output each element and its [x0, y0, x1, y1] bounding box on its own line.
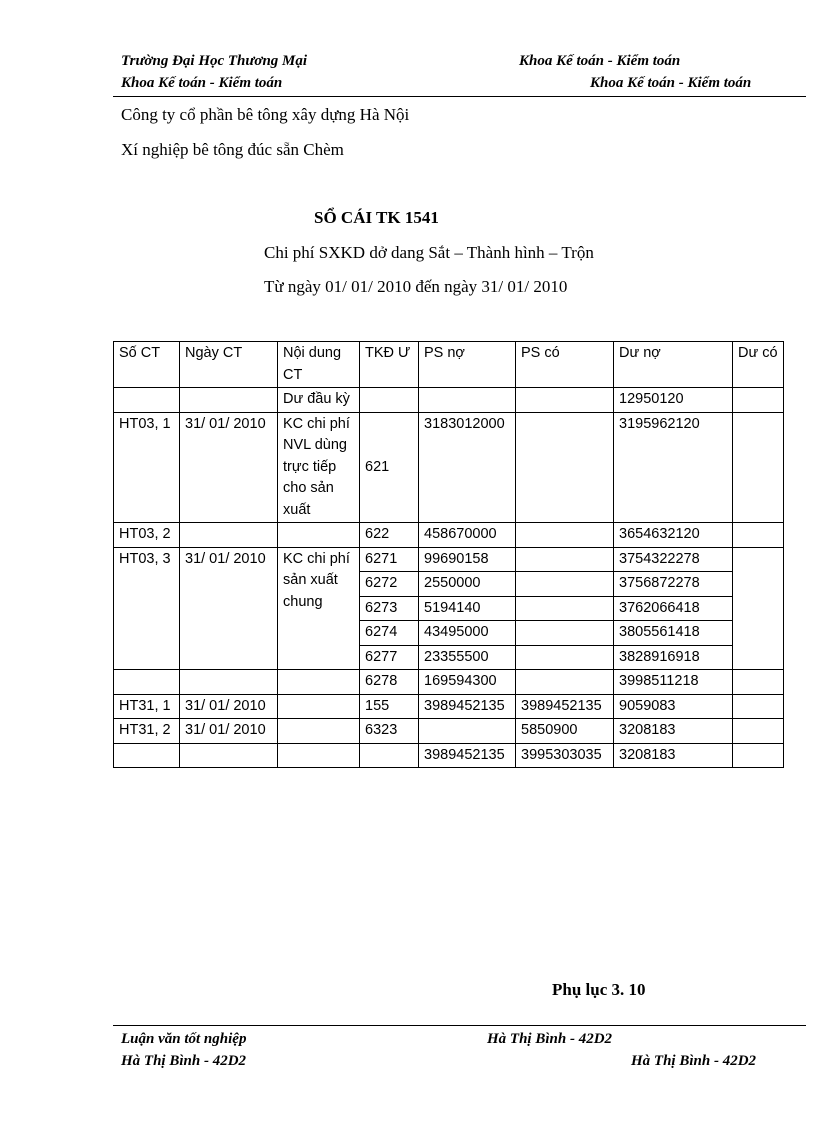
footer-author-left: Hà Thị Bình - 42D2 [121, 1053, 247, 1069]
col-header-noi-dung: Nội dung CT [278, 342, 360, 388]
col-header-tkdu: TKĐ Ư [360, 342, 419, 388]
header-rule [113, 96, 806, 97]
ledger-period: Từ ngày 01/ 01/ 2010 đến ngày 31/ 01/ 2010 [264, 277, 568, 296]
table-row-total [114, 743, 784, 768]
cell-tkdu: 6277 [360, 645, 419, 670]
cell-total-du-no: 3208183 [614, 743, 733, 768]
cell-du-no: 9059083 [614, 694, 733, 719]
header-faculty-right: Khoa Kế toán - Kiểm toán [519, 53, 681, 69]
header-faculty-right-2: Khoa Kế toán - Kiểm toán [590, 75, 752, 91]
cell-so-ct: HT31, 2 [114, 719, 180, 744]
cell-ps-co: 5850900 [516, 719, 614, 744]
table-header-row [114, 342, 784, 388]
cell-du-no: 3828916918 [614, 645, 733, 670]
cell-ps-no: 2550000 [419, 572, 516, 597]
col-header-so-ct: Số CT [114, 342, 180, 388]
ledger-title: SỔ CÁI TK 1541 [314, 208, 439, 227]
col-header-du-no: Dư nợ [614, 342, 733, 388]
cell-noi-dung: KC chi phí NVL dùng trực tiếp cho sản xuất [278, 412, 360, 523]
cell-ps-no: 3989452135 [419, 694, 516, 719]
cell-ngay-ct: 31/ 01/ 2010 [180, 547, 278, 670]
company-unit: Xí nghiệp bê tông đúc sẵn Chèm [121, 140, 344, 159]
table-row-6278 [114, 670, 784, 695]
cell-ps-co: 3989452135 [516, 694, 614, 719]
cell-ngay-ct: 31/ 01/ 2010 [180, 719, 278, 744]
table-row-ht03-1 [114, 412, 784, 523]
cell-du-no: 12950120 [614, 388, 733, 413]
cell-noi-dung: KC chi phí sản xuất chung [278, 547, 360, 670]
ledger-subtitle: Chi phí SXKD dở dang Sắt – Thành hình – Trộn [264, 243, 594, 262]
cell-du-no: 3754322278 [614, 547, 733, 572]
ledger-table [113, 341, 784, 768]
cell-tkdu: 622 [360, 523, 419, 548]
cell-so-ct: HT03, 2 [114, 523, 180, 548]
cell-ps-no: 5194140 [419, 596, 516, 621]
cell-du-no: 3805561418 [614, 621, 733, 646]
cell-ps-no: 3183012000 [419, 412, 516, 523]
cell-du-no: 3998511218 [614, 670, 733, 695]
company-name: Công ty cổ phần bê tông xây dựng Hà Nội [121, 105, 410, 124]
cell-total-ps-no: 3989452135 [419, 743, 516, 768]
col-header-ps-no: PS nợ [419, 342, 516, 388]
cell-du-no: 3654632120 [614, 523, 733, 548]
col-header-ngay-ct: Ngày CT [180, 342, 278, 388]
cell-du-no: 3762066418 [614, 596, 733, 621]
cell-ps-no: 43495000 [419, 621, 516, 646]
footer-rule [113, 1025, 806, 1026]
footer-author-right: Hà Thị Bình - 42D2 [631, 1053, 757, 1069]
cell-tkdu: 155 [360, 694, 419, 719]
col-header-ps-co: PS có [516, 342, 614, 388]
cell-ps-no: 99690158 [419, 547, 516, 572]
footer-thesis: Luận văn tốt nghiệp [121, 1031, 247, 1047]
cell-ngay-ct: 31/ 01/ 2010 [180, 694, 278, 719]
cell-tkdu: 621 [360, 412, 419, 523]
cell-du-no: 3195962120 [614, 412, 733, 523]
header-school: Trường Đại Học Thương Mại [121, 53, 308, 69]
appendix-label: Phụ lục 3. 10 [552, 980, 646, 999]
cell-tkdu: 6272 [360, 572, 419, 597]
cell-tkdu: 6323 [360, 719, 419, 744]
cell-noi-dung: Dư đầu kỳ [278, 388, 360, 413]
table-row-ht03-2 [114, 523, 784, 548]
col-header-du-co: Dư có [733, 342, 784, 388]
cell-so-ct: HT03, 1 [114, 412, 180, 523]
cell-so-ct: HT03, 3 [114, 547, 180, 670]
cell-tkdu: 6278 [360, 670, 419, 695]
cell-du-no: 3208183 [614, 719, 733, 744]
cell-ps-no: 458670000 [419, 523, 516, 548]
table-row-ht31-1 [114, 694, 784, 719]
cell-ngay-ct: 31/ 01/ 2010 [180, 412, 278, 523]
cell-ps-no: 169594300 [419, 670, 516, 695]
table-row-opening [114, 388, 784, 413]
cell-du-no: 3756872278 [614, 572, 733, 597]
cell-ps-no: 23355500 [419, 645, 516, 670]
cell-so-ct: HT31, 1 [114, 694, 180, 719]
table-row-ht03-3 [114, 547, 784, 572]
footer-author-mid: Hà Thị Bình - 42D2 [487, 1031, 613, 1047]
cell-tkdu: 6274 [360, 621, 419, 646]
header-faculty-left: Khoa Kế toán - Kiểm toán [121, 75, 283, 91]
cell-tkdu: 6273 [360, 596, 419, 621]
cell-tkdu: 6271 [360, 547, 419, 572]
table-row-ht31-2 [114, 719, 784, 744]
cell-total-ps-co: 3995303035 [516, 743, 614, 768]
